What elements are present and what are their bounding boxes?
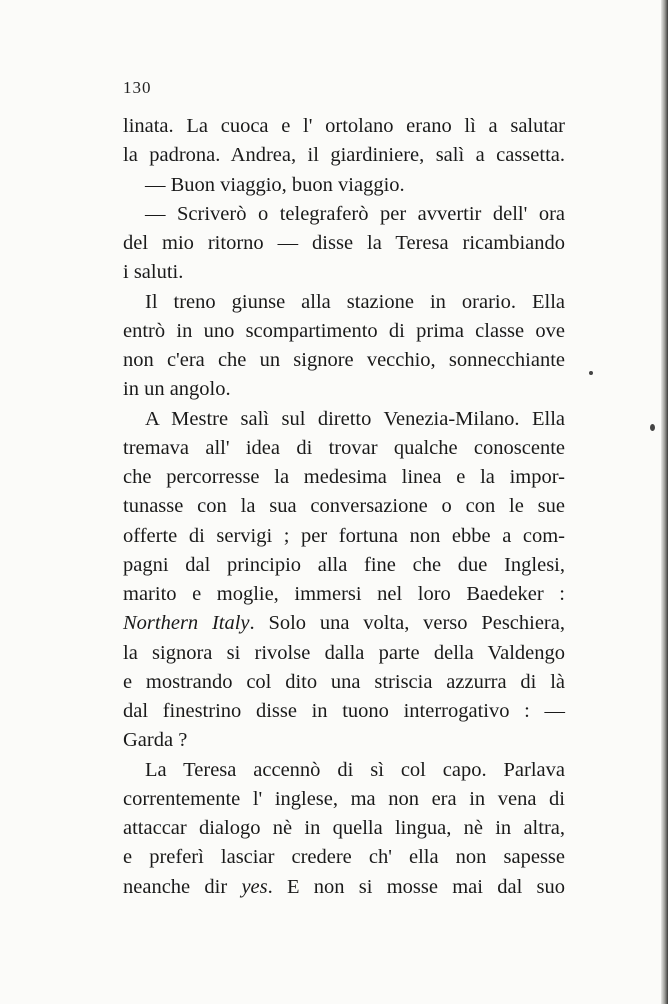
text-line: linata. La cuoca e l' ortolano erano lì a salutar bbox=[123, 115, 565, 137]
text-line: — Scriverò o telegraferò per avvertir dell' ora bbox=[145, 202, 565, 225]
text-line: — Buon viaggio, buon viaggio. bbox=[145, 173, 405, 196]
text-line: A Mestre salì sul diretto Venezia-Milano. Ella bbox=[145, 407, 565, 430]
page-edge-shadow bbox=[661, 0, 668, 1004]
text-line: la signora si rivolse dalla parte della Valdengo bbox=[123, 641, 565, 664]
text-line: La Teresa accennò di sì col capo. Parlava bbox=[145, 758, 565, 781]
text-line: che percorresse la medesima linea e la impor- bbox=[123, 466, 565, 488]
body-text bbox=[123, 112, 565, 902]
text-line: neanche dir yes. E non si mosse mai dal suo bbox=[123, 875, 565, 898]
text-line: i saluti. bbox=[123, 261, 184, 284]
text-line: correntemente l' inglese, ma non era in vena di bbox=[123, 787, 565, 810]
ink-speck bbox=[589, 371, 593, 375]
text-line: attaccar dialogo nè in quella lingua, nè in altra, bbox=[123, 817, 565, 839]
text-line: in un angolo. bbox=[123, 378, 231, 401]
italic-word: yes bbox=[241, 875, 268, 898]
text-line: tremava all' idea di trovar qualche conoscente bbox=[123, 436, 565, 459]
text-line: Northern Italy. Solo una volta, verso Peschiera, bbox=[123, 612, 565, 635]
text-line: offerte di servigi ; per fortuna non ebbe a com- bbox=[123, 524, 565, 547]
text-line: marito e moglie, immersi nel loro Baedeker : bbox=[123, 583, 565, 605]
text-line: entrò in uno scompartimento di prima classe ove bbox=[123, 319, 565, 342]
italic-title: Northern Italy bbox=[123, 612, 250, 635]
text-line: e mostrando col dito una striscia azzurra di là bbox=[123, 670, 565, 693]
text-line: non c'era che un signore vecchio, sonnecchiante bbox=[123, 349, 565, 371]
ink-speck bbox=[650, 424, 655, 431]
text-line: pagni dal principio alla fine che due Inglesi, bbox=[123, 553, 565, 576]
text-line: la padrona. Andrea, il giardiniere, salì a cassetta. bbox=[123, 144, 565, 167]
text-line: Il treno giunse alla stazione in orario. Ella bbox=[145, 290, 565, 313]
text-line: dal finestrino disse in tuono interrogativo : — bbox=[123, 700, 565, 722]
page-number: 130 bbox=[123, 78, 152, 97]
text-line: Garda ? bbox=[123, 729, 188, 752]
text-line: e preferì lasciar credere ch' ella non sapesse bbox=[123, 846, 565, 869]
text-line: del mio ritorno — disse la Teresa ricambiando bbox=[123, 232, 565, 254]
text-line: tunasse con la sua conversazione o con le sue bbox=[123, 495, 565, 518]
